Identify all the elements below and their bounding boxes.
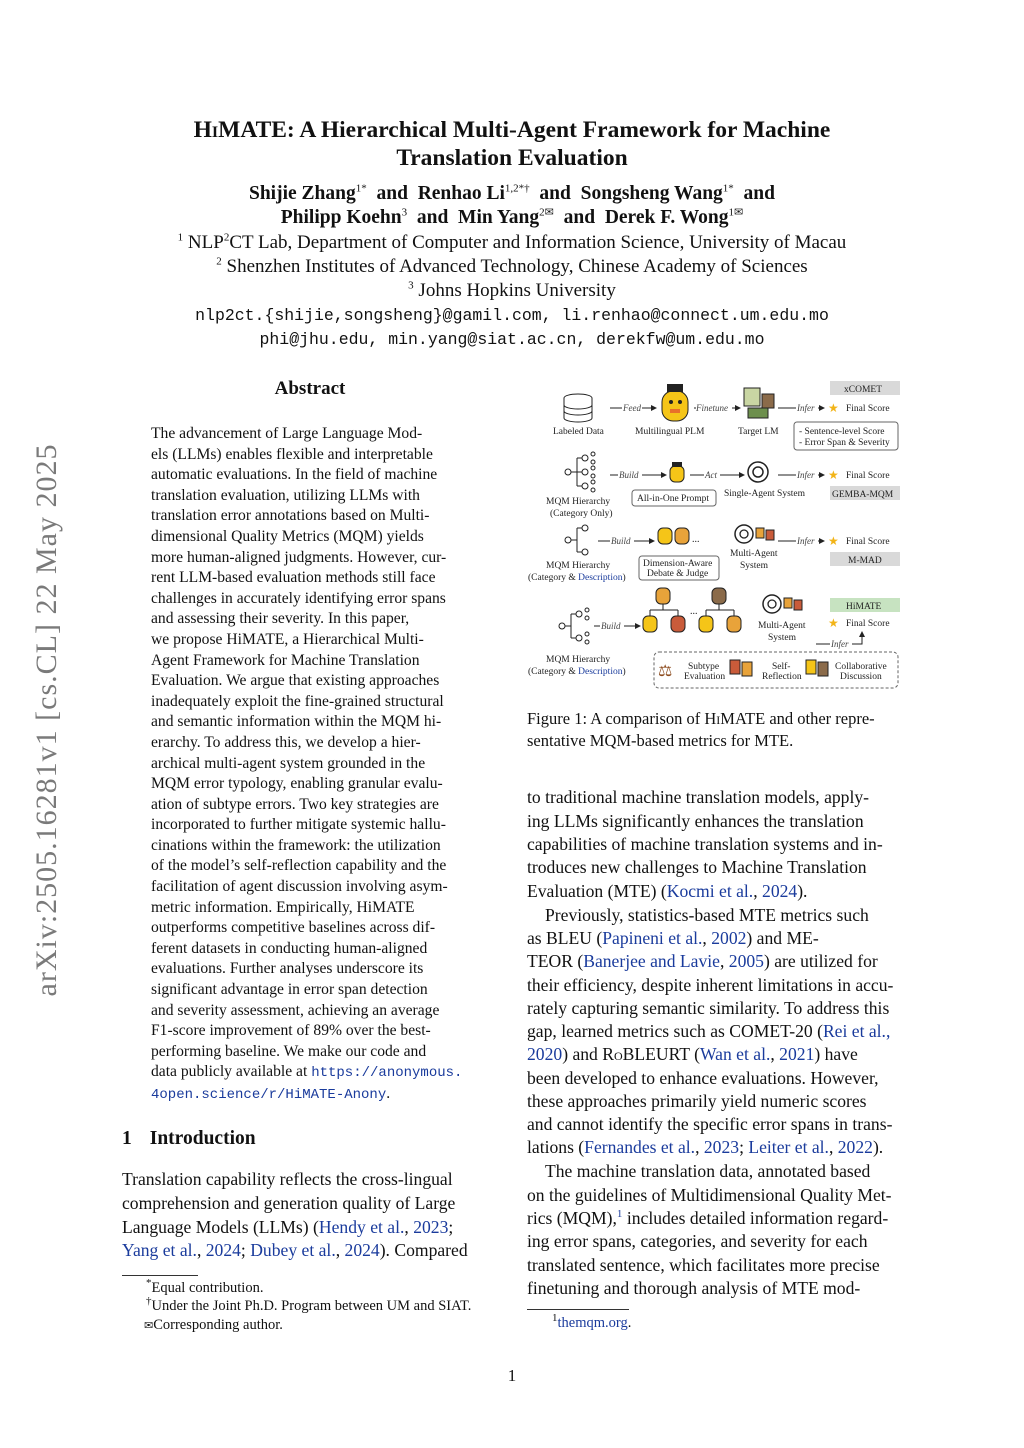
affil-num: 1: [177, 231, 184, 244]
intro-line: comprehension and generation quality of Large: [122, 1193, 456, 1213]
body-line: [527, 880, 903, 903]
body-line: [527, 1043, 903, 1066]
section-number: 1: [122, 1128, 132, 1149]
intro-line: [122, 1216, 498, 1239]
affiliation-1: [100, 232, 924, 254]
abstract-line: archical multi-agent system grounded in the: [151, 754, 426, 772]
body-text: lations (: [527, 1137, 585, 1157]
label-labeled-data: Labeled Data: [553, 427, 604, 437]
multi-agent-system-icon: [763, 595, 802, 613]
author-affil-mark: 2✉: [539, 206, 554, 219]
title-line-1: MATE: A Hierarchical Multi-Agent Framework for Machine: [218, 117, 831, 143]
body-text: ) have: [814, 1044, 858, 1064]
label-category-description: [528, 572, 626, 583]
title-smallcaps: Hi: [193, 117, 219, 143]
abstract-line: erarchy. To address this, we develop a hier-: [151, 733, 421, 751]
discussion-agent-icon: [818, 662, 828, 676]
body-line: [527, 1020, 903, 1043]
code-url-link[interactable]: https://anonymous.: [311, 1065, 463, 1082]
author-conj: and: [743, 183, 775, 204]
abstract-line: ation of subtype errors. Two key strategies are: [151, 795, 439, 813]
body-line: their efficiency, despite inherent limitations in accu-: [527, 975, 894, 995]
body-text: includes detailed information regard-: [622, 1208, 889, 1228]
tag-gemba-label: GEMBA-MQM: [832, 490, 894, 500]
author-affil-mark: 1*: [722, 182, 734, 195]
author-conj: and: [539, 183, 571, 204]
abstract-line: facilitation of agent discussion involving asym-: [151, 878, 448, 896]
affil-num: 2: [216, 255, 222, 268]
footnote-text: Under the Joint Ph.D. Program between UM and SIAT.: [151, 1298, 472, 1314]
tag-mmad-label: M-MAD: [848, 556, 882, 566]
label-self: Self-: [772, 662, 791, 672]
abstract-line: MQM error typology, enabling granular evalu-: [151, 775, 443, 793]
star-icon: ★: [828, 401, 839, 415]
label-text: ): [622, 667, 626, 677]
svg-text:...: ...: [690, 606, 698, 617]
database-icon: [564, 394, 592, 422]
label-build: Build: [611, 536, 631, 546]
footnote-ref-link[interactable]: 1: [616, 1208, 623, 1221]
label-reflection: Reflection: [762, 672, 802, 682]
label-target-lm: Target LM: [738, 427, 779, 437]
abstract-text: data publicly available at: [151, 1063, 312, 1081]
footnote-text: .: [627, 1315, 632, 1331]
citation-year-link[interactable]: 2022: [837, 1137, 873, 1157]
affil-text: NLP: [187, 232, 224, 253]
body-text: ,: [695, 1137, 704, 1157]
abstract-line: [151, 1084, 471, 1106]
label-mqm-hierarchy: MQM Hierarchy: [546, 655, 611, 665]
citation-year-link[interactable]: 2024: [205, 1240, 241, 1260]
caption-smallcaps: Hi: [704, 709, 721, 728]
body-line: been developed to enhance evaluations. However,: [527, 1068, 879, 1088]
svg-text:...: ...: [692, 534, 700, 545]
citation-year-link[interactable]: 2024: [762, 881, 798, 901]
label-category-only: (Category Only): [550, 509, 613, 519]
citation-link[interactable]: Fernandes et al.: [584, 1137, 696, 1157]
themqm-link[interactable]: themqm.org: [557, 1315, 628, 1331]
intro-text: Language Models (LLMs) (: [122, 1217, 319, 1237]
multilingual-plm-icon: [662, 384, 688, 421]
llm-logo-icon: [748, 462, 768, 482]
body-line: ing error spans, categories, and severity for each: [527, 1231, 868, 1251]
author-name: Philipp Koehn: [280, 207, 402, 228]
label-description: Description: [578, 667, 623, 677]
body-line: [527, 927, 903, 950]
body-text: as BLEU (: [527, 928, 603, 948]
star-icon: ★: [828, 534, 839, 548]
author-name: Derek F. Wong: [604, 207, 729, 228]
abstract-line: The advancement of Large Language Mod-: [151, 425, 423, 442]
affiliation-3: [100, 280, 924, 302]
abstract-line: evaluations. Further analyses underscore its: [151, 960, 424, 978]
body-line: translated sentence, which facilitates more precise: [527, 1255, 880, 1275]
abstract-line: and severity assessment, achieving an average: [151, 1001, 440, 1019]
label-build: Build: [619, 470, 639, 480]
box-line-1: - Sentence-level Score: [799, 427, 885, 437]
intro-text: ;: [240, 1240, 251, 1260]
citation-year-link[interactable]: 2024: [344, 1240, 380, 1260]
author-name: Shijie Zhang: [248, 183, 356, 204]
abstract-line: and assessing their severity. In this paper,: [151, 610, 410, 628]
footnote-rule: [527, 1309, 629, 1310]
box-line-2: - Error Span & Severity: [799, 438, 890, 448]
title-line-2: Translation Evaluation: [396, 145, 628, 171]
body-text: ) are utilized for: [763, 951, 878, 971]
hierarchical-agents-icon: [643, 588, 741, 632]
abstract-line: Evaluation. We argue that existing approaches: [151, 672, 440, 690]
intro-line: Translation capability reflects the cross-lingual: [122, 1169, 453, 1189]
star-icon: ★: [828, 468, 839, 482]
label-infer: Infer: [797, 403, 815, 413]
intro-text: ;: [448, 1217, 454, 1237]
affil-text: Shenzhen Institutes of Advanced Technology, Chinese Academy of Sciences: [226, 256, 808, 277]
footnote-equal-contribution: [146, 1279, 263, 1298]
label-multi-agent: Multi-Agent: [758, 621, 806, 631]
body-text: ).: [797, 881, 808, 901]
body-text: ,: [770, 1044, 780, 1064]
target-lm-icon: [744, 388, 774, 418]
intro-text: ,: [196, 1240, 206, 1260]
citation-link[interactable]: Rei et al.: [822, 1021, 886, 1041]
body-text: Evaluation (MTE) (: [527, 881, 667, 901]
body-line: these approaches primarily yield numeric scores: [527, 1091, 867, 1111]
abstract-line: translation error annotations based on Multi-: [151, 507, 430, 525]
hierarchy-tree-icon: [559, 608, 589, 644]
intro-text: ). Compared: [379, 1240, 468, 1260]
intro-text: ,: [335, 1240, 345, 1260]
gavel-icon: ⚖: [658, 663, 673, 680]
label-discussion: Discussion: [840, 672, 882, 682]
affiliation-2: [100, 256, 924, 278]
body-line: [527, 950, 903, 973]
label-text: ): [622, 573, 626, 583]
label-mqm-hierarchy: MQM Hierarchy: [546, 561, 611, 571]
citation-link[interactable]: Wan et al.: [699, 1044, 771, 1064]
hierarchy-tree-icon: [565, 452, 595, 492]
label-system: System: [740, 561, 768, 571]
body-text: ,: [702, 928, 712, 948]
abstract-line: [151, 1062, 471, 1084]
footnote-mark: 1: [552, 1312, 558, 1325]
label-collaborative: Collaborative: [835, 662, 887, 672]
label-final-score: Final Score: [846, 471, 890, 481]
abstract-line: incorporated to further mitigate systemic hallu-: [151, 816, 446, 834]
body-line: Previously, statistics-based MTE metrics such: [545, 905, 869, 925]
intro-line: [122, 1239, 498, 1262]
citation-year-link[interactable]: 2005: [728, 951, 764, 971]
figure-row-mmad: [528, 525, 900, 583]
body-text: ,: [753, 881, 763, 901]
abstract-line: of the model’s self-reflection capability and the: [151, 857, 447, 875]
abstract-line: ferent datasets in conducting human-aligned: [151, 939, 428, 957]
author-line-1: [100, 183, 924, 205]
abstract-line: F1-score improvement of 89% over the best-: [151, 1022, 431, 1040]
hierarchy-tree-icon: [565, 525, 588, 555]
affil-text: CT Lab, Department of Computer and Information Science, University of Macau: [229, 232, 847, 253]
body-text: ;: [739, 1137, 749, 1157]
abstract-line: els (LLMs) enables flexible and interpretable: [151, 445, 433, 463]
citation-link[interactable]: Papineni et al.: [602, 928, 703, 948]
label-text: (Category &: [528, 667, 579, 677]
citation-link[interactable]: Yang et al.: [122, 1240, 197, 1260]
section-title: Introduction: [149, 1128, 256, 1149]
label-infer: Infer: [831, 639, 849, 649]
footnote-mark: †: [146, 1295, 152, 1308]
multi-agent-system-icon: [735, 525, 774, 543]
code-url-link[interactable]: 4open.science/r/HiMATE-Anony: [151, 1087, 387, 1103]
label-text: (Category &: [528, 573, 579, 583]
body-line: [527, 1207, 903, 1230]
abstract-line: Agent Framework for Machine Translation: [151, 651, 420, 669]
abstract-line: performing baseline. We make our code and: [151, 1042, 427, 1060]
abstract-line: outperforms competitive baselines across dif-: [151, 919, 436, 937]
body-line: on the guidelines of Multidimensional Quality Met-: [527, 1185, 892, 1205]
body-text: BLEURT (: [622, 1044, 700, 1064]
abstract-line: automatic evaluations. In the field of machine: [151, 466, 438, 484]
label-debate-judge: Debate & Judge: [647, 569, 709, 579]
citation-year-link[interactable]: 2002: [711, 928, 747, 948]
tag-xcomet-label: xCOMET: [844, 385, 882, 395]
arxiv-identifier: arXiv:2505.16281v1 [cs.CL] 22 May 2025: [30, 443, 63, 997]
footnote-joint-phd: [146, 1297, 471, 1316]
affil-text: Johns Hopkins University: [418, 280, 616, 301]
label-all-in-one-prompt: All-in-One Prompt: [637, 494, 710, 504]
email-line-1: nlp2ct.{shijie,songsheng}@gamil.com, li.renhao@connect.um.edu.mo: [195, 306, 829, 325]
label-dimension-aware: Dimension-Aware: [643, 559, 713, 569]
abstract-line: significant advantage in error span detection: [151, 981, 428, 999]
body-line: and cannot identify the specific error spans in trans-: [527, 1114, 893, 1134]
body-text: ,: [885, 1021, 891, 1041]
citation-year-link[interactable]: 2023: [413, 1217, 449, 1237]
label-infer: Infer: [797, 470, 815, 480]
agent-icon: [670, 462, 684, 482]
body-line: ing LLMs significantly enhances the translation: [527, 811, 864, 831]
footnote-rule: [122, 1275, 198, 1276]
citation-year-link[interactable]: 2023: [703, 1137, 740, 1157]
body-text: gap, learned metrics such as COMET-20 (: [527, 1021, 823, 1041]
body-line: The machine translation data, annotated based: [545, 1161, 871, 1181]
citation-link[interactable]: Dubey et al.: [250, 1240, 336, 1260]
abstract-line: we propose HiMATE, a Hierarchical Multi-: [151, 630, 424, 648]
abstract-line: dimensional Quality Metrics (MQM) yields: [151, 527, 424, 545]
footnote-mqm: [552, 1314, 631, 1333]
caption-text: MATE and other repre-: [720, 709, 875, 728]
footnote-mark: *: [146, 1277, 152, 1290]
author-conj: and: [563, 207, 596, 228]
figure-1-caption: [527, 708, 903, 751]
label-single-agent-system: Single-Agent System: [724, 489, 806, 499]
citation-link[interactable]: Hendy et al.: [318, 1217, 405, 1237]
body-text: ).: [872, 1137, 884, 1157]
abstract-line: translation evaluation, utilizing LLMs with: [151, 486, 420, 504]
label-subtype: Subtype: [688, 662, 720, 672]
footnote-corresponding: [144, 1316, 283, 1336]
figure-row-xcomet: [553, 381, 900, 450]
citation-link[interactable]: Leiter et al.: [748, 1137, 829, 1157]
author-line-2: [100, 207, 924, 229]
body-text: ,: [828, 1137, 838, 1157]
footnote-mark: ✉: [144, 1320, 154, 1332]
body-line: troduces new challenges to Machine Translation: [527, 857, 867, 877]
label-mqm-hierarchy: MQM Hierarchy: [546, 497, 611, 507]
caption-line-2: sentative MQM-based metrics for MTE.: [527, 730, 794, 750]
label-final-score: Final Score: [846, 404, 890, 414]
body-line: to traditional machine translation models, apply-: [527, 787, 870, 807]
caption-text: Figure 1: A comparison of: [527, 709, 705, 728]
body-smallcaps: o: [613, 1044, 623, 1064]
label-feed: Feed: [623, 403, 641, 413]
author-conj: and: [416, 207, 449, 228]
body-text: TEOR (: [527, 951, 584, 971]
label-system: System: [768, 633, 796, 643]
affil-num: 3: [408, 279, 414, 292]
author-affil-mark: 1✉: [728, 206, 744, 219]
author-name: Min Yang: [458, 207, 540, 228]
paper-title: [100, 116, 924, 172]
abstract-line: metric information. Empirically, HiMATE: [151, 898, 415, 916]
citation-year-link[interactable]: 2020: [527, 1044, 563, 1064]
footnote-text: Corresponding author.: [153, 1317, 283, 1333]
body-text: rics (MQM),: [527, 1208, 617, 1228]
author-affil-mark: 3: [401, 206, 408, 219]
label-act: Act: [705, 470, 717, 480]
abstract-line: more human-aligned judgments. However, cur-: [151, 548, 447, 566]
body-line: rately capturing semantic similarity. To address this: [527, 998, 890, 1018]
reflection-agent-icon: [730, 660, 740, 674]
abstract-text: .: [386, 1085, 391, 1102]
author-name: Renhao Li: [417, 183, 505, 204]
citation-year-link[interactable]: 2021: [779, 1044, 815, 1064]
label-description: Description: [578, 573, 623, 583]
reflection-agent-icon: [742, 662, 752, 676]
abstract-line: challenges in accurately identifying error spans: [151, 589, 446, 607]
label-category-description: [528, 666, 626, 677]
author-name: Songsheng Wang: [580, 183, 723, 204]
body-text: ,: [719, 951, 729, 971]
body-text: ) and ME-: [746, 928, 819, 948]
author-affil-mark: 1,2*†: [504, 182, 530, 195]
figure-1-diagram: [522, 374, 908, 696]
abstract-line: and semantic information within the MQM hi-: [151, 713, 442, 731]
label-multi-agent: Multi-Agent: [730, 549, 778, 559]
page-number: 1: [507, 1366, 517, 1385]
section-heading-introduction: [122, 1128, 256, 1150]
label-final-score: Final Score: [846, 537, 890, 547]
body-line: capabilities of machine translation systems and in-: [527, 834, 883, 854]
email-line-2: phi@jhu.edu, min.yang@siat.ac.cn, derekfw@um.edu.mo: [259, 330, 765, 349]
author-conj: and: [376, 183, 408, 204]
footnote-text: Equal contribution.: [151, 1280, 264, 1296]
figure-row-gemba: [546, 452, 900, 519]
tag-himate-label: HiMATE: [846, 602, 882, 612]
body-line: [527, 1136, 903, 1159]
citation-link[interactable]: Kocmi et al.: [666, 881, 754, 901]
abstract-line: cinations within the framework: the utilization: [151, 836, 441, 854]
label-final-score: Final Score: [846, 619, 890, 629]
label-multilingual-plm: Multilingual PLM: [635, 427, 705, 437]
abstract-body: [151, 424, 471, 1106]
figure-row-himate: [528, 588, 900, 688]
body-text: ) and R: [562, 1044, 614, 1064]
label-infer: Infer: [797, 536, 815, 546]
citation-link[interactable]: Banerjee and Lavie: [583, 951, 720, 971]
label-evaluation: Evaluation: [684, 672, 726, 682]
author-affil-mark: 1*: [355, 182, 367, 195]
star-icon: ★: [828, 616, 839, 630]
abstract-line: inadequately exploit the fine-grained structural: [151, 692, 444, 710]
label-finetune: Finetune: [696, 403, 728, 413]
affil-sup: 2: [223, 231, 230, 244]
discussion-agent-icon: [806, 660, 816, 674]
agents-group-icon: [658, 528, 700, 545]
body-line: finetuning and thorough analysis of MTE mod-: [527, 1278, 861, 1298]
label-build: Build: [601, 621, 621, 631]
abstract-line: rent LLM-based evaluation methods still face: [151, 569, 436, 587]
intro-text: ,: [404, 1217, 414, 1237]
abstract-heading: Abstract: [274, 378, 346, 399]
